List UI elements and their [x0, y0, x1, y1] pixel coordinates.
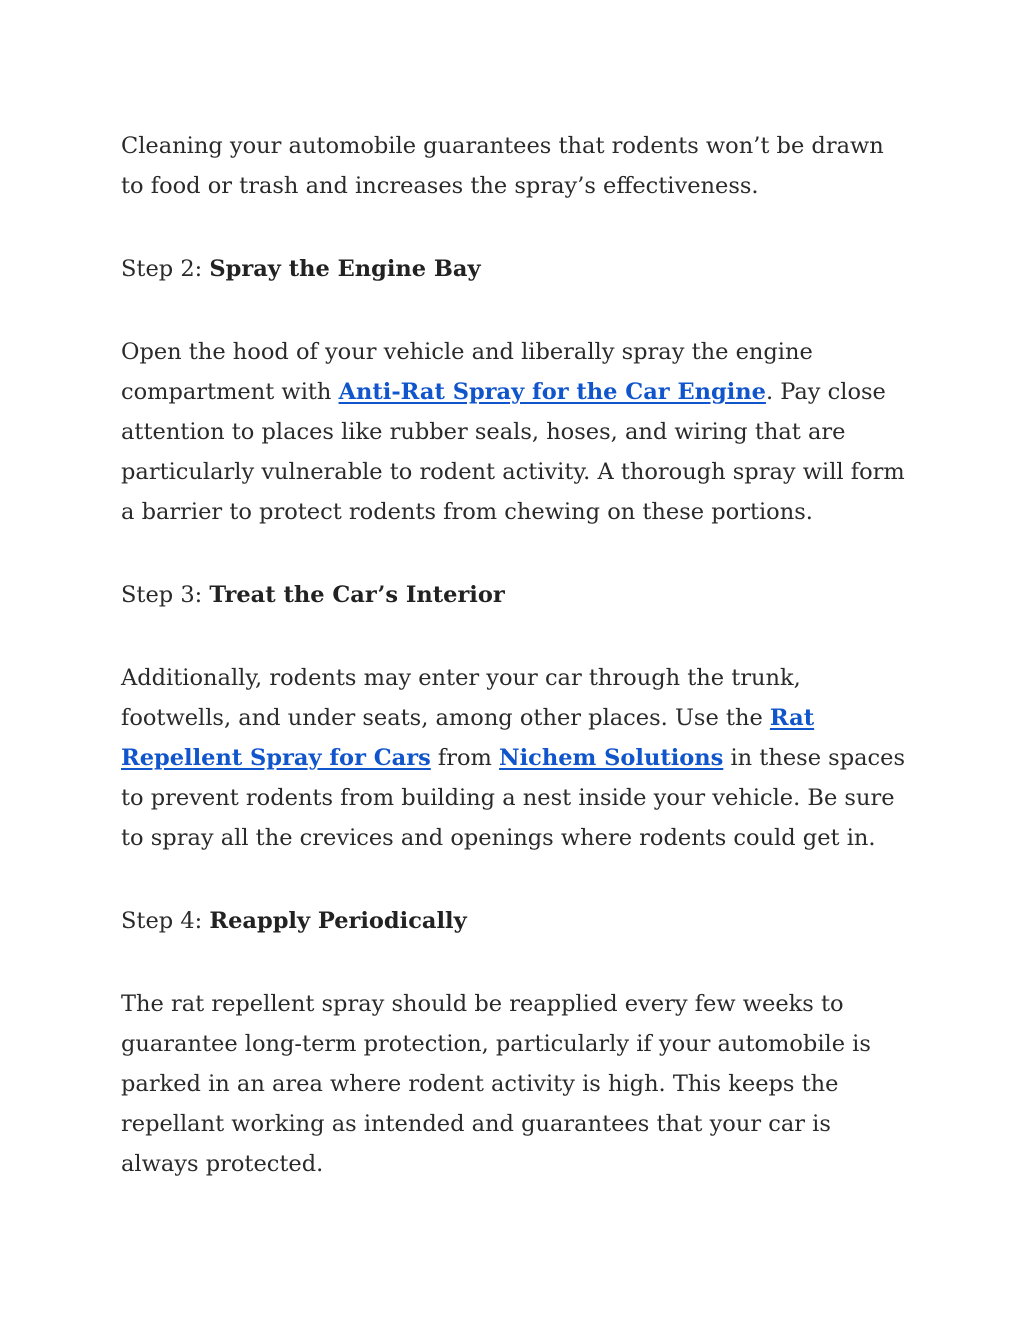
anti-rat-spray-link[interactable]: Anti-Rat Spray for the Car Engine — [338, 379, 766, 405]
document-page — [121, 126, 911, 1227]
step-4-prefix: Step 4: — [121, 908, 210, 934]
step-3-text-before: Additionally, rodents may enter your car through the trunk, footwells, and under seats, among other places. Use the — [121, 665, 801, 731]
step-2-heading — [121, 249, 911, 289]
step-2-prefix: Step 2: — [121, 256, 210, 282]
step-3-paragraph — [121, 658, 911, 858]
step-2-paragraph — [121, 332, 911, 532]
step-3-title: Treat the Car’s Interior — [209, 582, 505, 608]
rat-repellent-spray-link[interactable]: Rat Repellent Spray for Cars — [121, 705, 815, 771]
step-4-title: Reapply Periodically — [209, 908, 467, 934]
step-3-heading — [121, 575, 911, 615]
step-2-text-before: Open the hood of your vehicle and liberally spray the engine compartment with — [121, 339, 813, 405]
step-4-heading — [121, 901, 911, 941]
intro-paragraph: Cleaning your automobile guarantees that rodents won’t be drawn to food or trash and increases the spray’s effectiveness. — [121, 133, 884, 199]
step-2-text-after: . Pay close attention to places like rubber seals, hoses, and wiring that are particularly vulnerable to rodent activity. A thorough spray will form a barrier to protect rodents from chewing on these portions. — [121, 379, 905, 525]
step-3-prefix: Step 3: — [121, 582, 210, 608]
nichem-solutions-link[interactable]: Nichem Solutions — [499, 745, 724, 771]
step-3-text-after: in these spaces to prevent rodents from building a nest inside your vehicle. Be sure to spray all the crevices and openings where rodents could get in. — [121, 745, 905, 851]
step-3-text-middle: from — [430, 745, 500, 771]
step-2-title: Spray the Engine Bay — [209, 256, 481, 282]
step-4-paragraph: The rat repellent spray should be reapplied every few weeks to guarantee long-term protection, particularly if your automobile is parked in an area where rodent activity is high. This keeps the repellant working as intended and guarantees that your car is always protected. — [121, 991, 871, 1177]
